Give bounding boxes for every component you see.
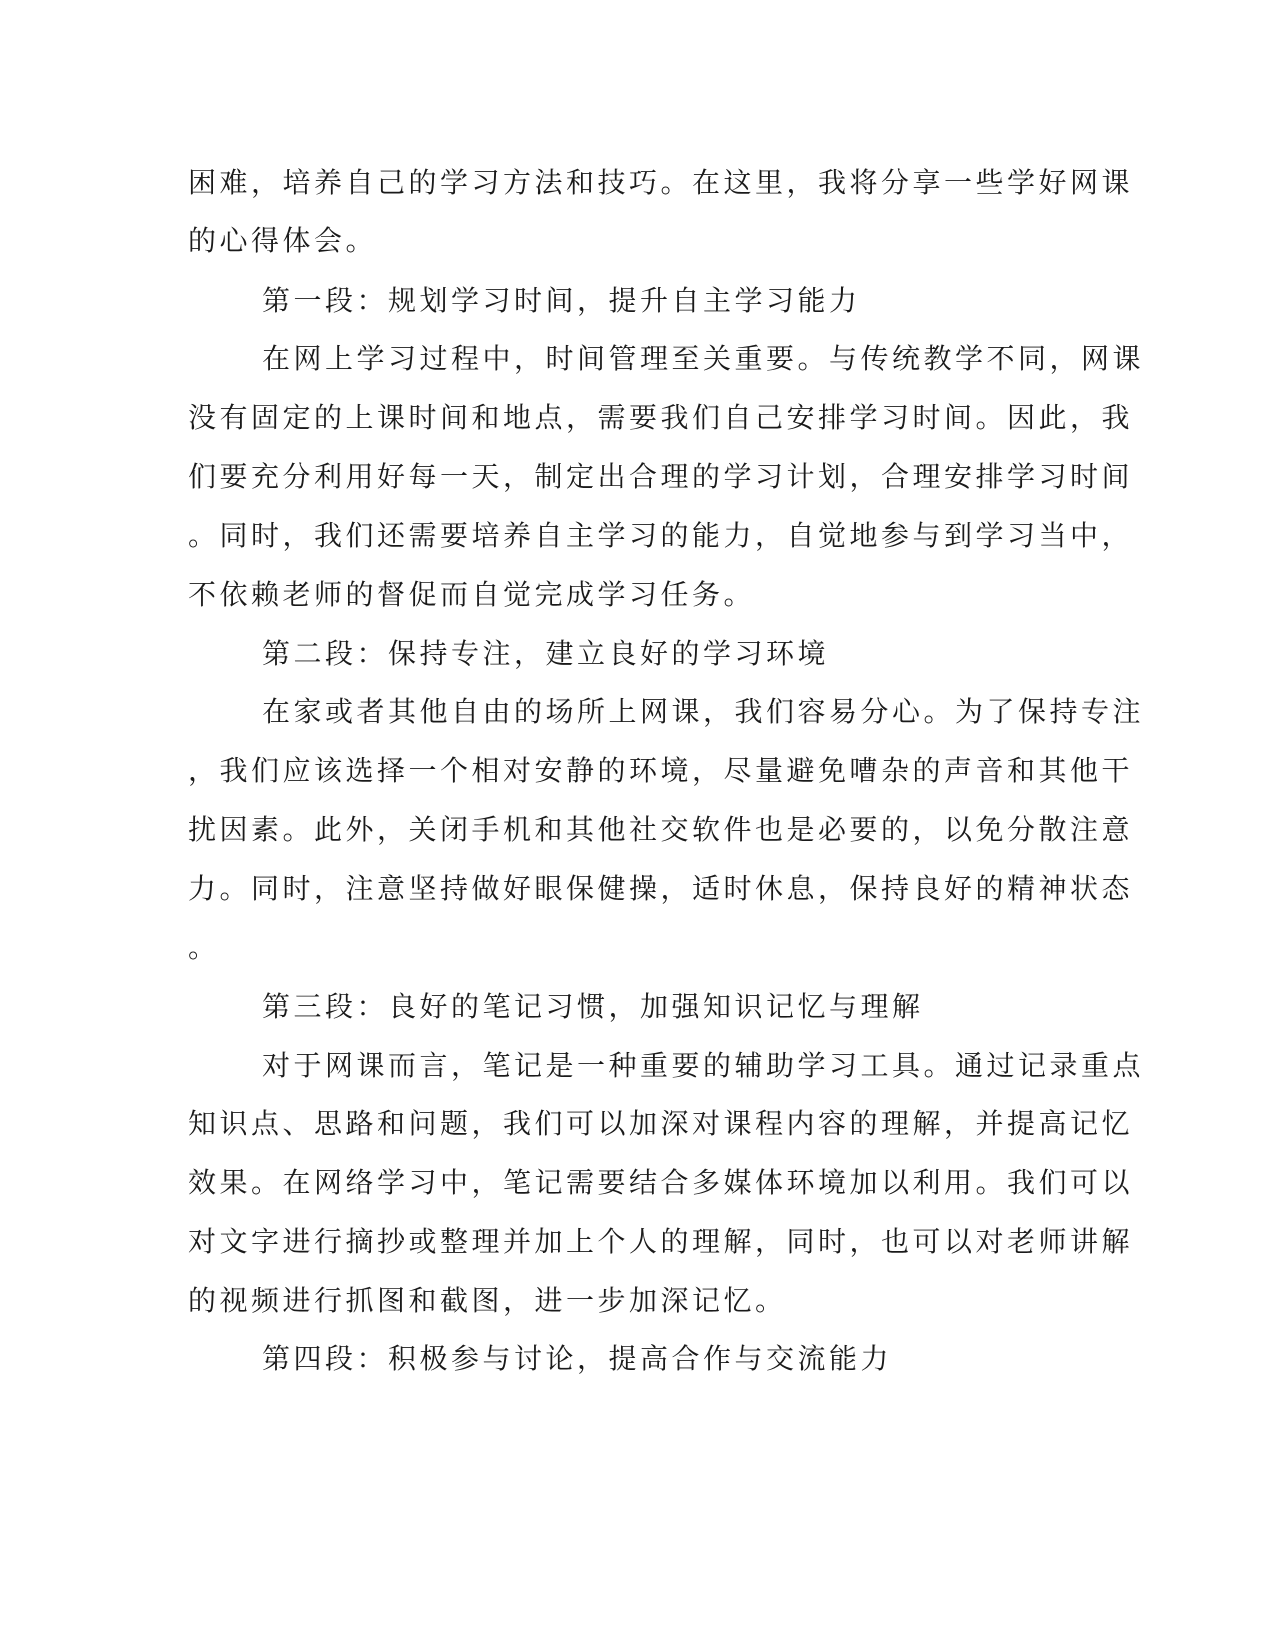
body-text-line: 困难，培养自己的学习方法和技巧。在这里，我将分享一些学好网课 — [188, 166, 1134, 199]
body-text-line: 对于网课而言，笔记是一种重要的辅助学习工具。通过记录重点 — [262, 1049, 1145, 1082]
body-text-line: 的视频进行抓图和截图，进一步加深记忆。 — [188, 1284, 787, 1317]
body-text-line: 知识点、思路和问题，我们可以加深对课程内容的理解，并提高记忆 — [188, 1107, 1134, 1140]
body-text-line: 在家或者其他自由的场所上网课，我们容易分心。为了保持专注 — [262, 695, 1145, 728]
body-text-line: 没有固定的上课时间和地点，需要我们自己安排学习时间。因此，我 — [188, 401, 1134, 434]
body-text-line: 对文字进行摘抄或整理并加上个人的理解，同时，也可以对老师讲解 — [188, 1225, 1134, 1258]
body-text-line: 。同时，我们还需要培养自主学习的能力，自觉地参与到学习当中， — [188, 519, 1134, 552]
body-text-line: 扰因素。此外，关闭手机和其他社交软件也是必要的，以免分散注意 — [188, 813, 1134, 846]
body-text-line: 在网上学习过程中，时间管理至关重要。与传统教学不同，网课 — [262, 342, 1145, 375]
body-text-line: 效果。在网络学习中，笔记需要结合多媒体环境加以利用。我们可以 — [188, 1166, 1134, 1199]
body-text-line: ，我们应该选择一个相对安静的环境，尽量避免嘈杂的声音和其他干 — [188, 754, 1134, 787]
body-text-line: 的心得体会。 — [188, 224, 378, 257]
body-text-line: 。 — [188, 931, 220, 964]
body-text-line: 们要充分利用好每一天，制定出合理的学习计划，合理安排学习时间 — [188, 460, 1134, 493]
section-heading-3: 第三段：良好的笔记习惯，加强知识记忆与理解 — [262, 990, 924, 1023]
body-text-line: 力。同时，注意坚持做好眼保健操，适时休息，保持良好的精神状态 — [188, 872, 1134, 905]
body-text-line: 不依赖老师的督促而自觉完成学习任务。 — [188, 578, 756, 611]
section-heading-1: 第一段：规划学习时间，提升自主学习能力 — [262, 284, 861, 317]
section-heading-2: 第二段：保持专注，建立良好的学习环境 — [262, 637, 830, 670]
section-heading-4: 第四段：积极参与讨论，提高合作与交流能力 — [262, 1342, 893, 1375]
